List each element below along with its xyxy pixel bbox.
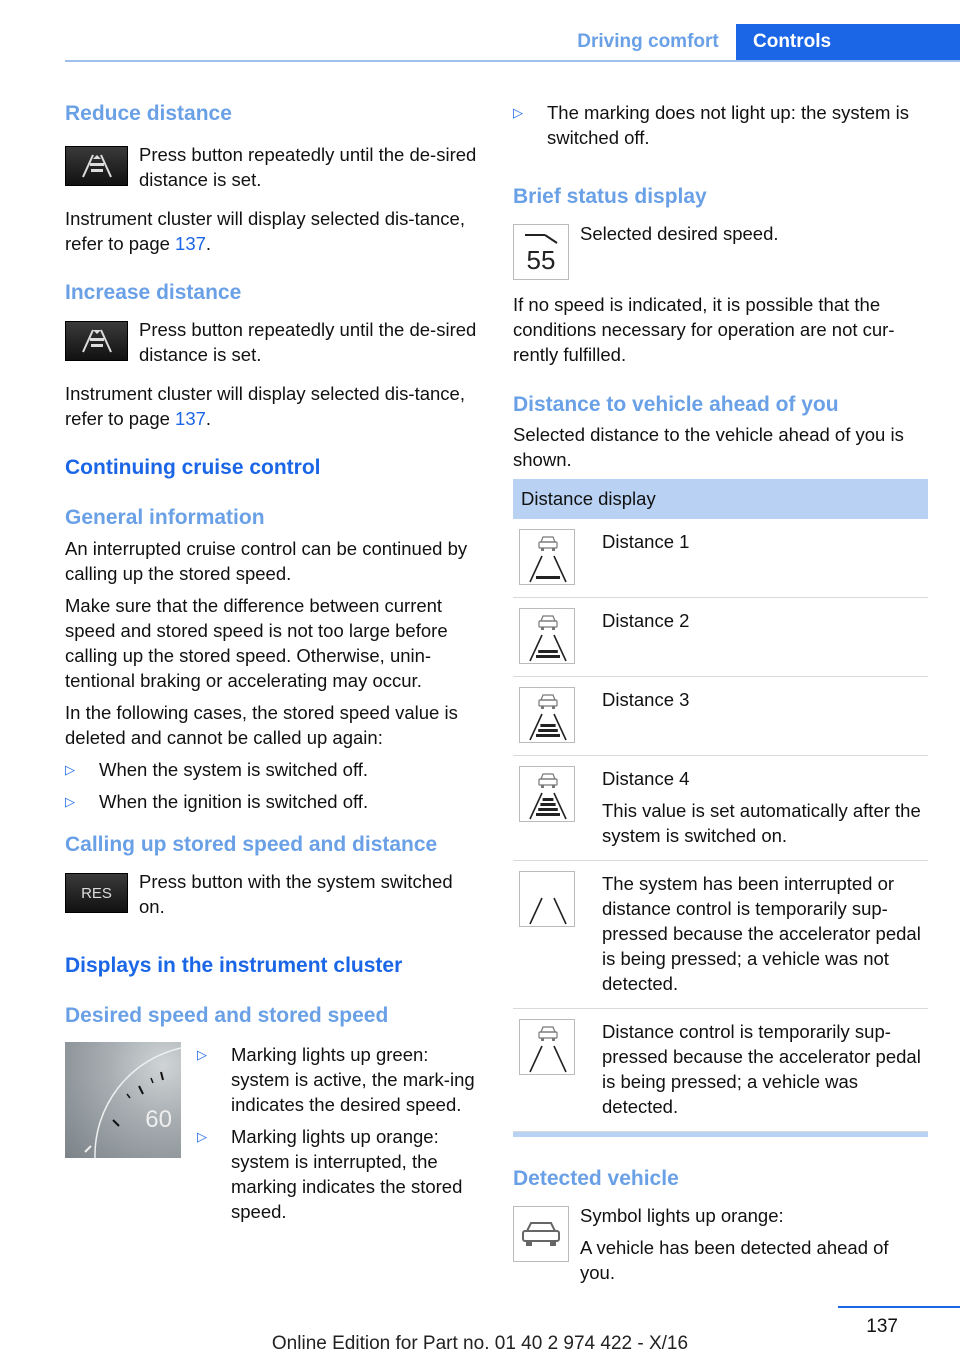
brief-status-heading: Brief status display (513, 185, 707, 208)
reduce-distance-row (65, 142, 480, 192)
calling-up-heading: Calling up stored speed and distance (65, 833, 438, 856)
distance-ahead-heading: Distance to vehicle ahead of you (513, 393, 839, 416)
distance-bars-icon (519, 687, 575, 743)
distance-description-text: This value is set automatically after the system is switched on. (602, 800, 921, 846)
brief-status-text: Selected desired speed. (580, 223, 779, 244)
list-item (197, 1124, 480, 1224)
increase-para-text: Instrument cluster will display selected dis‐tance, refer to page (65, 383, 465, 429)
list-item (513, 100, 928, 150)
distance-description-cell (602, 1009, 928, 1132)
distance-bars-icon (519, 766, 575, 822)
page-header (0, 0, 960, 64)
speed-marking-row (65, 1042, 480, 1231)
header-section-title: Driving comfort (577, 31, 719, 52)
distance-description-text: The system has been interrupted or distance control is temporarily sup‐pressed because the accelerator pedal is being pressed; a vehicle was not detected. (602, 873, 921, 994)
speedometer-gauge-image (65, 1042, 181, 1158)
increase-para-end: . (205, 408, 212, 429)
edition-footer: Online Edition for Part no. 01 40 2 974 422 - X/16 (271, 1333, 689, 1354)
triangle-bullet-icon: ▷ (65, 794, 75, 809)
right-column (513, 100, 928, 1285)
table-end-rule (513, 1132, 928, 1137)
list-item-text: When the ignition is switched off. (99, 791, 369, 812)
triangle-bullet-icon: ▷ (513, 105, 523, 120)
distance-description-text: Distance 2 (602, 610, 690, 631)
reduce-distance-heading: Reduce distance (65, 102, 232, 125)
continuing-cruise-heading: Continuing cruise control (65, 456, 321, 479)
list-item (65, 789, 480, 814)
increase-distance-paragraph (65, 381, 480, 431)
detected-vehicle-texts (580, 1203, 928, 1285)
gauge-speed-label: 60 (145, 1106, 172, 1133)
increase-distance-button-icon (65, 321, 128, 361)
displays-heading: Displays in the instrument cluster (65, 954, 403, 977)
distance-icon-cell (513, 677, 602, 756)
reduce-para-end: . (205, 233, 212, 254)
distance-display-table (513, 479, 928, 1132)
table-row (513, 519, 928, 598)
triangle-bullet-icon: ▷ (197, 1047, 207, 1062)
left-column (65, 100, 480, 1231)
distance-icon-cell (513, 756, 602, 861)
brief-status-paragraph: If no speed is indicated, it is possible that the conditions necessary for operation are not cur‐rently fulfilled. (513, 294, 895, 365)
distance-icon-cell (513, 519, 602, 598)
general-info-p3: In the following cases, the stored speed value is deleted and cannot be called up again: (65, 702, 458, 748)
distance-description-text: Distance 3 (602, 689, 690, 710)
list-item-text: When the system is switched off. (99, 759, 369, 780)
table-row (513, 1009, 928, 1132)
increase-distance-row (65, 317, 480, 367)
distance-icon-cell (513, 861, 602, 1009)
distance-description-cell (602, 861, 928, 1009)
car-icon (513, 1206, 569, 1262)
table-header: Distance display (513, 479, 928, 519)
reduce-distance-button-icon (65, 146, 128, 186)
speed-55-value: 55 (526, 245, 556, 275)
desired-stored-speed-heading: Desired speed and stored speed (65, 1004, 389, 1027)
general-info-heading: General information (65, 506, 265, 529)
list-item (65, 757, 480, 782)
distance-ahead-paragraph: Selected distance to the vehicle ahead of you is shown. (513, 424, 904, 470)
distance-icon-cell (513, 598, 602, 677)
general-info-p1: An interrupted cruise control can be continued by calling up the stored speed. (65, 538, 468, 584)
page-ref-link[interactable]: 137 (175, 233, 206, 254)
res-button-icon: RES (65, 873, 128, 913)
distance-description-cell (602, 756, 928, 861)
distance-description-text: Distance control is temporarily sup‐pressed because the accelerator pedal is being pressed; a vehicle was detected. (602, 1021, 921, 1117)
reduce-para-text: Instrument cluster will display selected dis‐tance, refer to page (65, 208, 465, 254)
detected-vehicle-line2: A vehicle has been detected ahead of you. (580, 1237, 889, 1283)
general-info-p2: Make sure that the difference between current speed and stored speed is not too large before calling up the stored speed. Otherwise, unin‐tentional braking or accelerating may occur. (65, 595, 448, 691)
distance-bars-icon (519, 871, 575, 927)
footer-rule (838, 1306, 960, 1308)
deleted-speed-list (65, 757, 480, 814)
list-item-text: Marking lights up orange: system is interrupted, the marking indicates the stored speed. (231, 1126, 463, 1222)
marking-off-list (513, 100, 928, 150)
reduce-distance-text: Press button repeatedly until the de‐sired distance is set. (139, 144, 477, 190)
table-row (513, 677, 928, 756)
distance-description-text: Distance 4 (602, 768, 690, 789)
distance-description-cell (602, 519, 928, 598)
triangle-bullet-icon: ▷ (197, 1129, 207, 1144)
table-row (513, 861, 928, 1009)
table-row (513, 598, 928, 677)
detected-vehicle-row (513, 1203, 928, 1285)
distance-icon-cell (513, 1009, 602, 1132)
reduce-distance-paragraph (65, 206, 480, 256)
detected-vehicle-heading: Detected vehicle (513, 1167, 679, 1190)
page-number: 137 (866, 1316, 898, 1337)
increase-distance-heading: Increase distance (65, 281, 242, 304)
distance-description-cell (602, 598, 928, 677)
list-item-text: The marking does not light up: the system is switched off. (547, 102, 909, 148)
distance-bars-icon (519, 529, 575, 585)
list-item-text: Marking lights up green: system is active, the mark‐ing indicates the desired speed. (231, 1044, 475, 1115)
brief-status-row (513, 221, 928, 280)
table-row (513, 756, 928, 861)
page-ref-link[interactable]: 137 (175, 408, 206, 429)
header-rule (65, 60, 960, 62)
distance-description-cell (602, 677, 928, 756)
distance-bars-icon (519, 608, 575, 664)
header-chapter-tab: Controls (736, 24, 960, 60)
increase-distance-text: Press button repeatedly until the de‐sired distance is set. (139, 319, 477, 365)
speed-55-icon (513, 224, 569, 280)
calling-up-text: Press button with the system switched on. (139, 871, 453, 917)
distance-description-text: Distance 1 (602, 531, 690, 552)
distance-bars-icon (519, 1019, 575, 1075)
triangle-bullet-icon: ▷ (65, 762, 75, 777)
speed-marking-list (197, 1042, 480, 1231)
list-item (197, 1042, 480, 1117)
detected-vehicle-line1: Symbol lights up orange: (580, 1205, 784, 1226)
calling-up-row (65, 869, 480, 919)
